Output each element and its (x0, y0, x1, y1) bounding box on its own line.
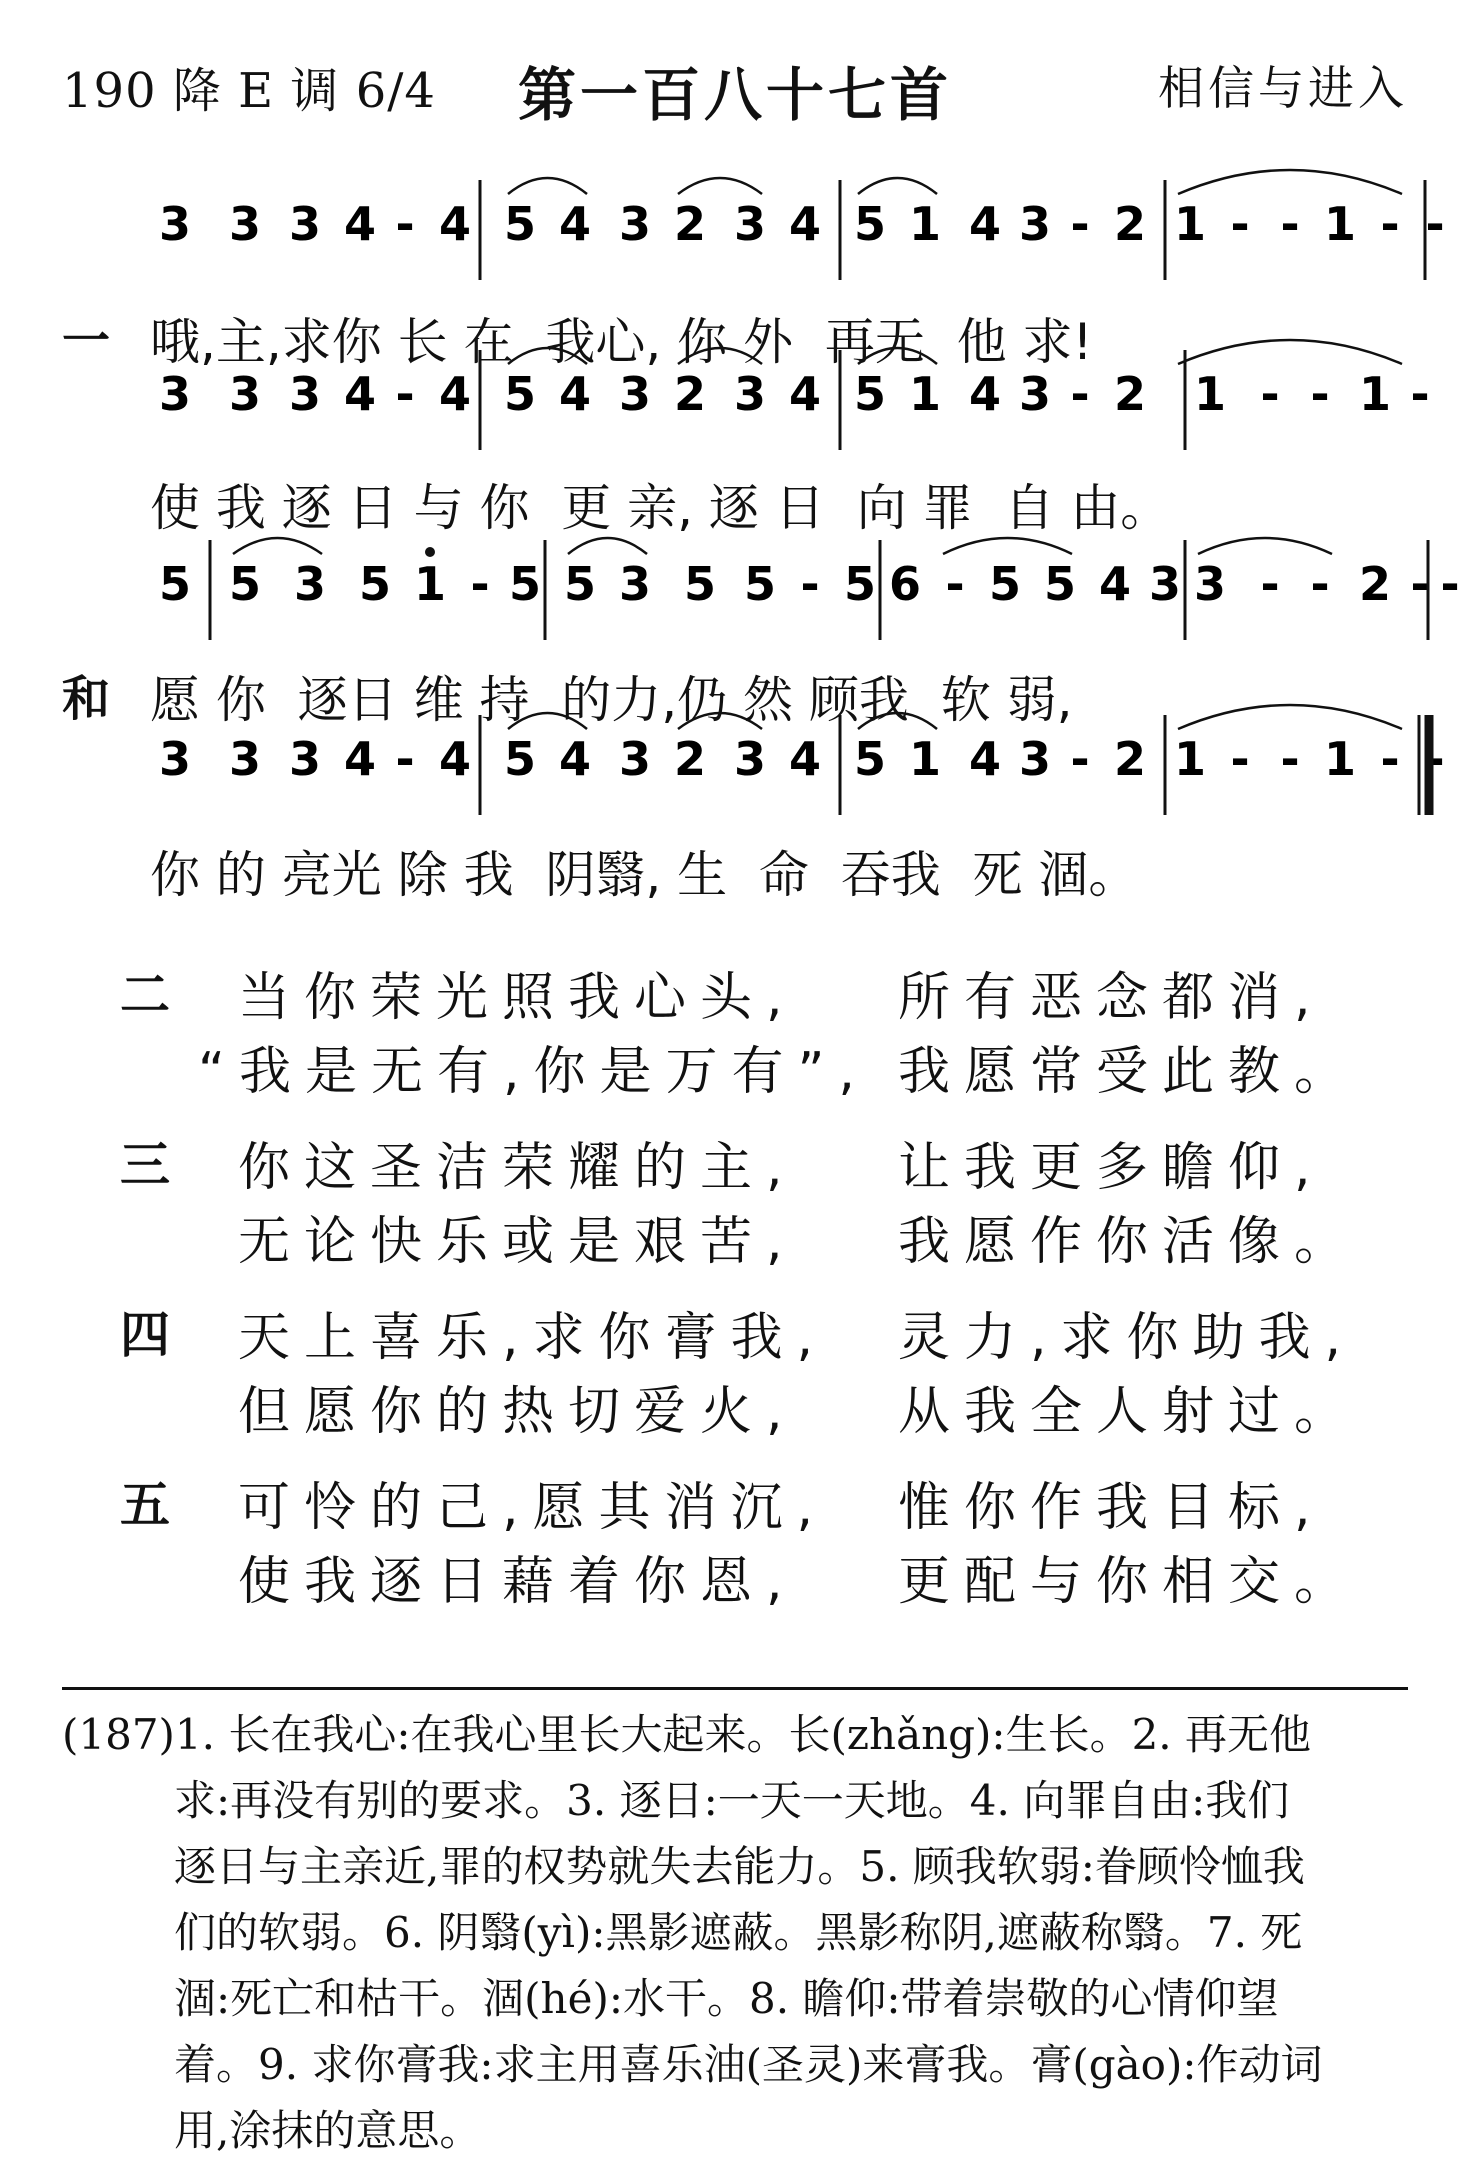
note-numeral: 5 (158, 557, 192, 611)
note-numeral: 4 (968, 197, 1002, 251)
note-numeral: 3 (288, 367, 322, 421)
note-numeral: 5 (843, 557, 877, 611)
verse-line-first-half: 你这圣洁荣耀的主, (238, 1138, 797, 1198)
footnote-line: 求:再没有别的要求。3. 逐日:一天一天地。4. 向罪自由:我们 (174, 1776, 1290, 1825)
dash-note: - (1230, 732, 1250, 786)
dash-note: - (1280, 732, 1300, 786)
note-numeral: 3 (228, 732, 262, 786)
note-numeral: 4 (788, 367, 822, 421)
verse-line-first-half: 天上喜乐,求你膏我, (238, 1308, 828, 1368)
score-row (159, 170, 1445, 280)
dash-note: - (1070, 197, 1090, 251)
note-numeral: 4 (343, 732, 377, 786)
verse-number: 二 (120, 966, 170, 1024)
note-numeral: 4 (558, 367, 592, 421)
verse-number: 五 (120, 1476, 170, 1534)
note-numeral: 4 (968, 732, 1002, 786)
note-numeral: 4 (558, 732, 592, 786)
slur-arc (568, 538, 647, 554)
note-numeral: 3 (1018, 197, 1052, 251)
verse-line-first-half: 使我逐日藉着你恩, (238, 1552, 797, 1612)
verse-line-first-half: 可怜的己,愿其消沉, (238, 1478, 828, 1538)
note-numeral: 5 (503, 367, 537, 421)
verse-line-second-half: 更配与你相交。 (898, 1552, 1361, 1612)
note-numeral: 1 (908, 732, 942, 786)
note-numeral: 3 (1148, 557, 1182, 611)
note-numeral: 3 (618, 732, 652, 786)
note-numeral: 3 (228, 367, 262, 421)
footnote-line: 涸:死亡和枯干。涸(hé):水干。8. 瞻仰:带着崇敬的心情仰望 (174, 1974, 1279, 2023)
footnote-line: 用,涂抹的意思。 (174, 2106, 482, 2155)
note-numeral: 5 (1043, 557, 1077, 611)
verse-line-second-half: 我愿常受此教。 (898, 1042, 1361, 1102)
note-numeral: 5 (503, 197, 537, 251)
note-numeral: 1 (1193, 367, 1227, 421)
dash-note: - (1280, 197, 1300, 251)
verse-line-first-half: 无论快乐或是艰苦, (238, 1212, 797, 1272)
note-numeral: 1 (1358, 367, 1392, 421)
note-numeral: 4 (438, 732, 472, 786)
note-numeral: 5 (988, 557, 1022, 611)
verse-line-first-half: 但愿你的热切爱火, (238, 1382, 797, 1442)
note-numeral: 3 (288, 732, 322, 786)
slur-arc (1178, 705, 1402, 729)
hymn-category: 相信与进入 (1158, 61, 1408, 115)
verse-line-second-half: 从我全人射过。 (898, 1382, 1361, 1442)
dash-note: - (395, 367, 415, 421)
dash-note: - (1230, 197, 1250, 251)
note-numeral: 3 (618, 197, 652, 251)
verse-number: 三 (120, 1136, 170, 1194)
note-numeral: 2 (1113, 732, 1147, 786)
footnote-line: (187)1. 长在我心:在我心里长大起来。长(zhǎng):生长。2. 再无他 (62, 1710, 1312, 1759)
note-numeral: 2 (1113, 367, 1147, 421)
footnotes (62, 1702, 1422, 2164)
slur-arc (858, 178, 937, 194)
note-numeral: 5 (743, 557, 777, 611)
slur-arc (1198, 538, 1332, 554)
note-numeral: 2 (673, 732, 707, 786)
note-numeral: 3 (618, 367, 652, 421)
note-numeral: 5 (853, 732, 887, 786)
note-numeral: 1 (1323, 197, 1357, 251)
footnote-line: 逐日与主亲近,罪的权势就失去能力。5. 顾我软弱:眷顾怜恤我 (174, 1842, 1305, 1891)
note-numeral: 3 (158, 367, 192, 421)
dash-note: - (470, 557, 490, 611)
lyric-line: 哦,主,求你 长 在 我心, 你 外 再无 他 求! (150, 313, 1093, 371)
slur-arc (1178, 340, 1402, 364)
note-numeral: 3 (733, 367, 767, 421)
note-numeral: 4 (968, 367, 1002, 421)
dash-note: - (945, 557, 965, 611)
dash-note: - (1260, 367, 1280, 421)
slur-arc (508, 178, 587, 194)
note-numeral: 5 (508, 557, 542, 611)
note-numeral: 4 (438, 197, 472, 251)
note-numeral: 4 (343, 197, 377, 251)
dash-note: - (1440, 557, 1460, 611)
note-numeral: 2 (1358, 557, 1392, 611)
note-numeral: 5 (563, 557, 597, 611)
note-numeral: 4 (788, 732, 822, 786)
note-numeral: 5 (853, 197, 887, 251)
note-numeral: 3 (1193, 557, 1227, 611)
note-numeral: 1 (1323, 732, 1357, 786)
note-numeral: 1 (908, 367, 942, 421)
note-numeral: 3 (1018, 732, 1052, 786)
dash-note: - (1070, 367, 1090, 421)
dash-note: - (1070, 732, 1090, 786)
note-numeral: 4 (1098, 557, 1132, 611)
dash-note: - (1410, 557, 1430, 611)
verse-label: 一 (62, 313, 111, 369)
note-numeral: 1 (413, 557, 447, 611)
verse-number: 四 (120, 1306, 170, 1364)
note-numeral: 2 (673, 197, 707, 251)
note-numeral: 3 (733, 732, 767, 786)
note-numeral: 1 (1173, 732, 1207, 786)
note-numeral: 4 (438, 367, 472, 421)
verse-label: 和 (62, 671, 111, 727)
dash-note: - (395, 197, 415, 251)
note-numeral: 2 (1113, 197, 1147, 251)
slur-arc (1178, 170, 1402, 194)
hymn-number-key-meter: 190 降 E 调 6/4 (62, 63, 436, 119)
slur-arc (943, 538, 1072, 554)
hymn-title: 第一百八十七首 (517, 61, 952, 129)
note-numeral: 5 (228, 557, 262, 611)
note-numeral: 2 (673, 367, 707, 421)
lyric-line: 使 我 逐 日 与 你 更 亲, 逐 日 向 罪 自 由。 (150, 479, 1171, 537)
octave-dot (425, 547, 435, 557)
note-numeral: 3 (228, 197, 262, 251)
footnote-line: 着。9. 求你膏我:求主用喜乐油(圣灵)来膏我。膏(gào):作动词 (174, 2040, 1323, 2089)
note-numeral: 4 (788, 197, 822, 251)
note-numeral: 1 (1173, 197, 1207, 251)
dash-note: - (800, 557, 820, 611)
verse-line-second-half: 让我更多瞻仰, (898, 1138, 1325, 1198)
music-score (0, 0, 1470, 900)
dash-note: - (1425, 732, 1445, 786)
dash-note: - (1380, 197, 1400, 251)
verse-line-second-half: 我愿作你活像。 (898, 1212, 1361, 1272)
slur-arc (233, 538, 322, 554)
score-row (159, 538, 1460, 640)
verse-line-second-half: 所有恶念都消, (898, 968, 1325, 1028)
note-numeral: 5 (503, 732, 537, 786)
verse-line-first-half: “我是无有,你是万有”, (198, 1042, 869, 1102)
dash-note: - (1260, 557, 1280, 611)
dash-note: - (1310, 367, 1330, 421)
verse-line-second-half: 惟你作我目标, (898, 1478, 1325, 1538)
dash-note: - (1425, 197, 1445, 251)
dash-note: - (1380, 732, 1400, 786)
dash-note: - (1310, 557, 1330, 611)
note-numeral: 5 (358, 557, 392, 611)
note-numeral: 4 (343, 367, 377, 421)
note-numeral: 3 (1018, 367, 1052, 421)
footnote-line: 们的软弱。6. 阴翳(yì):黑影遮蔽。黑影称阴,遮蔽称翳。7. 死 (174, 1908, 1303, 1957)
dash-note: - (1410, 367, 1430, 421)
note-numeral: 3 (618, 557, 652, 611)
dash-note: - (395, 732, 415, 786)
lyric-line: 你 的 亮光 除 我 阴翳, 生 命 吞我 死 涸。 (150, 846, 1139, 904)
verse-line-first-half: 当你荣光照我心头, (238, 968, 797, 1028)
note-numeral: 3 (158, 197, 192, 251)
note-numeral: 3 (733, 197, 767, 251)
note-numeral: 3 (288, 197, 322, 251)
note-numeral: 5 (683, 557, 717, 611)
slur-arc (678, 178, 762, 194)
note-numeral: 5 (853, 367, 887, 421)
note-numeral: 3 (293, 557, 327, 611)
note-numeral: 4 (558, 197, 592, 251)
verse-line-second-half: 灵力,求你助我, (898, 1308, 1356, 1368)
note-numeral: 3 (158, 732, 192, 786)
note-numeral: 6 (888, 557, 922, 611)
footnote-divider (62, 1687, 1408, 1690)
note-numeral: 1 (908, 197, 942, 251)
lyric-line: 愿 你 逐日 维 持 的力,仍 然 顾我 软 弱, (150, 671, 1073, 729)
